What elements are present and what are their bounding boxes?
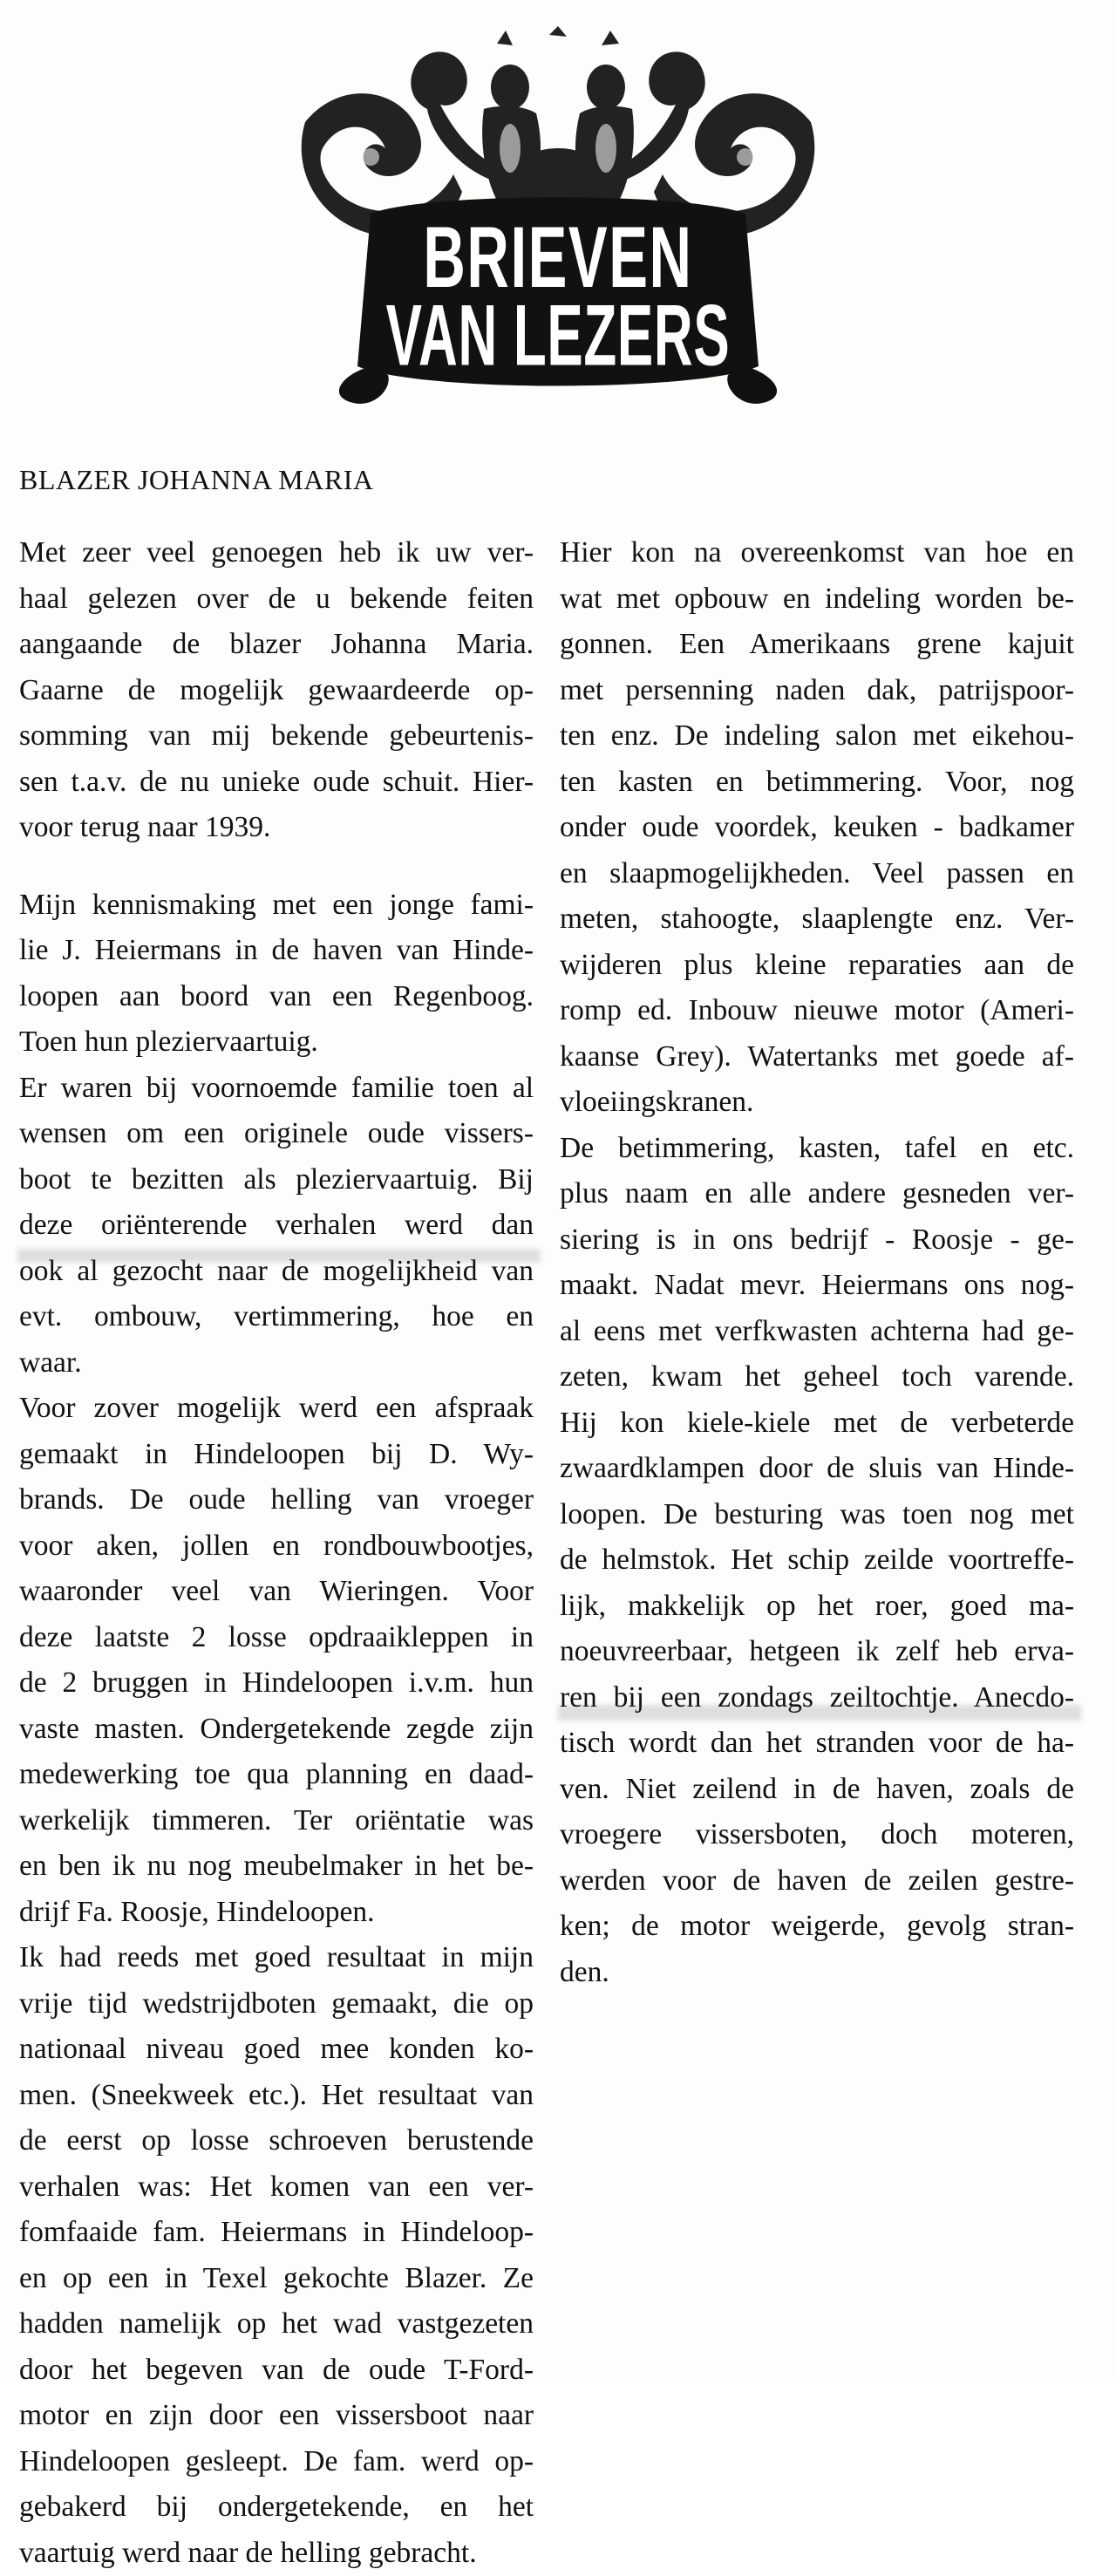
right-column-line: De betimmering, kasten, tafel en etc. [560,1126,1074,1172]
right-column-line: zeten, kwam het geheel toch varende. [560,1354,1074,1400]
left-column-line: verhalen was: Het komen van een ver- [19,2164,534,2211]
left-column-line: motor en zijn door een vissersboot naar [19,2393,534,2439]
left-column-line: waar. [19,1340,534,1387]
left-column-line: aangaande de blazer Johanna Maria. [19,622,534,668]
left-column-line: ook al gezocht naar de mogelijkheid van [19,1249,534,1295]
right-column-line: ken; de motor weigerde, gevolg stran- [560,1904,1074,1950]
left-column-line: somming van mij bekende gebeurtenis- [19,713,534,760]
left-column-line: loopen aan boord van een Regenboog. [19,974,534,1020]
logo-van-lezers: VAN LEZERS [386,288,731,384]
right-column-line: ren bij een zondags zeiltochtje. Anecdo- [560,1675,1074,1721]
left-column-line: haal gelezen over de u bekende feiten [19,576,534,623]
left-column-line: Met zeer veel genoegen heb ik uw ver- [19,530,534,576]
right-column-line: ven. Niet zeilend in de haven, zoals de [560,1767,1074,1813]
left-column-line: voor aken, jollen en rondbouwbootjes, [19,1523,534,1570]
left-column-line: lie J. Heiermans in de haven van Hinde- [19,928,534,974]
right-column-line: meten, stahoogte, slaaplengte enz. Ver- [560,896,1074,943]
right-column-line: met persenning naden dak, patrijspoor- [560,668,1074,714]
left-column-line: men. (Sneekweek etc.). Het resultaat van [19,2073,534,2119]
left-column-line: werkelijk timmeren. Ter oriëntatie was [19,1798,534,1844]
right-column-line: en slaapmogelijkheden. Veel passen en [560,851,1074,897]
right-column-line: plus naam en alle andere gesneden ver- [560,1171,1074,1217]
right-column-line: den. [560,1950,1074,1996]
right-column-line: kaanse Grey). Watertanks met goede af- [560,1034,1074,1080]
right-column-line: wijderen plus kleine reparaties aan de [560,943,1074,989]
left-column-line: hadden namelijk op het wad vastgezeten [19,2301,534,2348]
left-column-line: vaartuig werd naar de helling gebracht. [19,2531,534,2576]
right-column-line: noeuvreerbaar, hetgeen ik zelf heb erva- [560,1629,1074,1675]
left-column-line: door het begeven van de oude T-Ford- [19,2348,534,2394]
right-column-line: vroegere vissersboten, doch moteren, [560,1812,1074,1858]
right-column-line: Hij kon kiele-kiele met de verbeterde [560,1400,1074,1447]
left-column-line: voor terug naar 1939. [19,805,534,851]
left-column-line: Mijn kennismaking met een jonge fami- [19,883,534,929]
left-column-line: en ben ik nu nog meubelmaker in het be- [19,1843,534,1890]
right-column [560,530,1074,1995]
right-column-line: de helmstok. Het schip zeilde voortreffe- [560,1537,1074,1584]
left-column-line: boot te bezitten als pleziervaartuig. Bij [19,1157,534,1203]
right-column-line: werden voor de haven de zeilen gestre- [560,1858,1074,1905]
left-column-line: Voor zover mogelijk werd een afspraak [19,1386,534,1432]
left-column-line: medewerking toe qua planning en daad- [19,1752,534,1798]
left-column-line: Er waren bij voornoemde familie toen al [19,1066,534,1112]
right-column-line: ten enz. De indeling salon met eikehou- [560,713,1074,760]
left-column-line: fomfaaide fam. Heiermans in Hindeloop- [19,2210,534,2256]
left-column-line: Gaarne de mogelijk gewaardeerde op- [19,668,534,714]
right-column-line: maakt. Nadat mevr. Heiermans ons nog- [560,1263,1074,1309]
paragraph-gap [19,851,534,883]
right-column-line: onder oude voordek, keuken - badkamer [560,805,1074,851]
left-column-line: waaronder veel van Wieringen. Voor [19,1569,534,1615]
right-column-line: vloeiingskranen. [560,1080,1074,1126]
left-column [19,530,534,2576]
right-column-line: ten kasten en betimmering. Voor, nog [560,760,1074,806]
left-column-line: gemaakt in Hindeloopen bij D. Wy- [19,1432,534,1478]
right-column-line: wat met opbouw en indeling worden be- [560,576,1074,623]
right-column-line: loopen. De besturing was toen nog met [560,1492,1074,1538]
left-column-line: en op een in Texel gekochte Blazer. Ze [19,2256,534,2302]
left-column-line: de eerst op losse schroeven berustende [19,2118,534,2164]
article-title: BLAZER JOHANNA MARIA [19,464,373,496]
left-column-line: gebakerd bij ondergetekende, en het [19,2484,534,2531]
logo-brieven: BRIEVEN [423,209,692,305]
right-column-line: al eens met verfkwasten achterna had ge- [560,1309,1074,1355]
right-column-line: romp ed. Inbouw nieuwe motor (Ameri- [560,988,1074,1034]
right-column-line: zwaardklampen door de sluis van Hinde- [560,1446,1074,1492]
right-column-line: lijk, makkelijk op het roer, goed ma- [560,1584,1074,1630]
left-column-line: deze oriënterende verhalen werd dan [19,1203,534,1249]
left-column-line: de 2 bruggen in Hindeloopen i.v.m. hun [19,1660,534,1707]
right-column-line: Hier kon na overeenkomst van hoe en [560,530,1074,576]
left-column-line: evt. ombouw, vertimmering, hoe en [19,1294,534,1340]
brieven-van-lezers-logo [288,26,828,410]
left-column-line: drijf Fa. Roosje, Hindeloopen. [19,1890,534,1936]
left-column-line: nationaal niveau goed mee konden ko- [19,2027,534,2073]
left-column-line: vaste masten. Ondergetekende zegde zijn [19,1707,534,1753]
right-column-line: siering is in ons bedrijf - Roosje - ge- [560,1217,1074,1264]
left-column-line: deze laatste 2 losse opdraaikleppen in [19,1615,534,1661]
left-column-line: Ik had reeds met goed resultaat in mijn [19,1935,534,1981]
right-column-line: tisch wordt dan het stranden voor de ha- [560,1721,1074,1767]
right-column-line: gonnen. Een Amerikaans grene kajuit [560,622,1074,668]
scan-shadow [17,1249,541,1263]
scan-shadow [558,1705,1081,1721]
left-column-line: Toen hun pleziervaartuig. [19,1019,534,1066]
left-column-line: wensen om een originele oude vissers- [19,1111,534,1157]
left-column-line: Hindeloopen gesleept. De fam. werd op- [19,2439,534,2485]
left-column-line: brands. De oude helling van vroeger [19,1477,534,1523]
left-column-line: vrije tijd wedstrijdboten gemaakt, die op [19,1981,534,2027]
left-column-line: sen t.a.v. de nu unieke oude schuit. Hier- [19,760,534,806]
